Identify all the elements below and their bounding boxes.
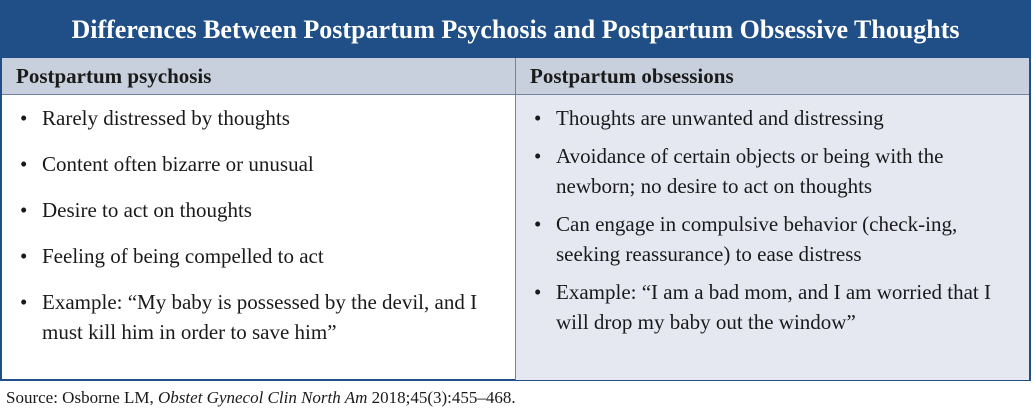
- source-citation: [6, 387, 516, 409]
- header-row: [2, 58, 1029, 95]
- list-item: • Example: “I am a bad mom, and I am worried that I will drop my baby out the window”: [530, 277, 1017, 337]
- source-journal: Obstet Gynecol Clin North Am: [158, 388, 368, 407]
- header-psychosis: Postpartum psychosis: [16, 64, 212, 88]
- obsessions-column: [515, 95, 1029, 380]
- source-prefix: Source: Osborne LM,: [6, 388, 159, 407]
- list-item: • Rarely distressed by thoughts: [16, 103, 503, 133]
- list-item: • Avoidance of certain objects or being with the newborn; no desire to act on thoughts: [530, 141, 1017, 201]
- list-item: • Can engage in compulsive behavior (check-ing, seeking reassurance) to ease distress: [530, 209, 1017, 269]
- table-title: Differences Between Postpartum Psychosis and Postpartum Obsessive Thoughts: [2, 2, 1029, 58]
- psychosis-list: [16, 103, 503, 347]
- list-item: • Example: “My baby is possessed by the devil, and I must kill him in order to save him”: [16, 287, 503, 347]
- list-item: • Thoughts are unwanted and distressing: [530, 103, 1017, 133]
- list-item: • Feeling of being compelled to act: [16, 241, 503, 271]
- list-item: • Desire to act on thoughts: [16, 195, 503, 225]
- source-detail: 2018;45(3):455–468.: [367, 388, 516, 407]
- obsessions-list: [530, 103, 1017, 337]
- header-obsessions: Postpartum obsessions: [515, 58, 1029, 94]
- list-item: • Content often bizarre or unusual: [16, 149, 503, 179]
- body-row: [2, 95, 1029, 380]
- psychosis-column: [2, 95, 515, 380]
